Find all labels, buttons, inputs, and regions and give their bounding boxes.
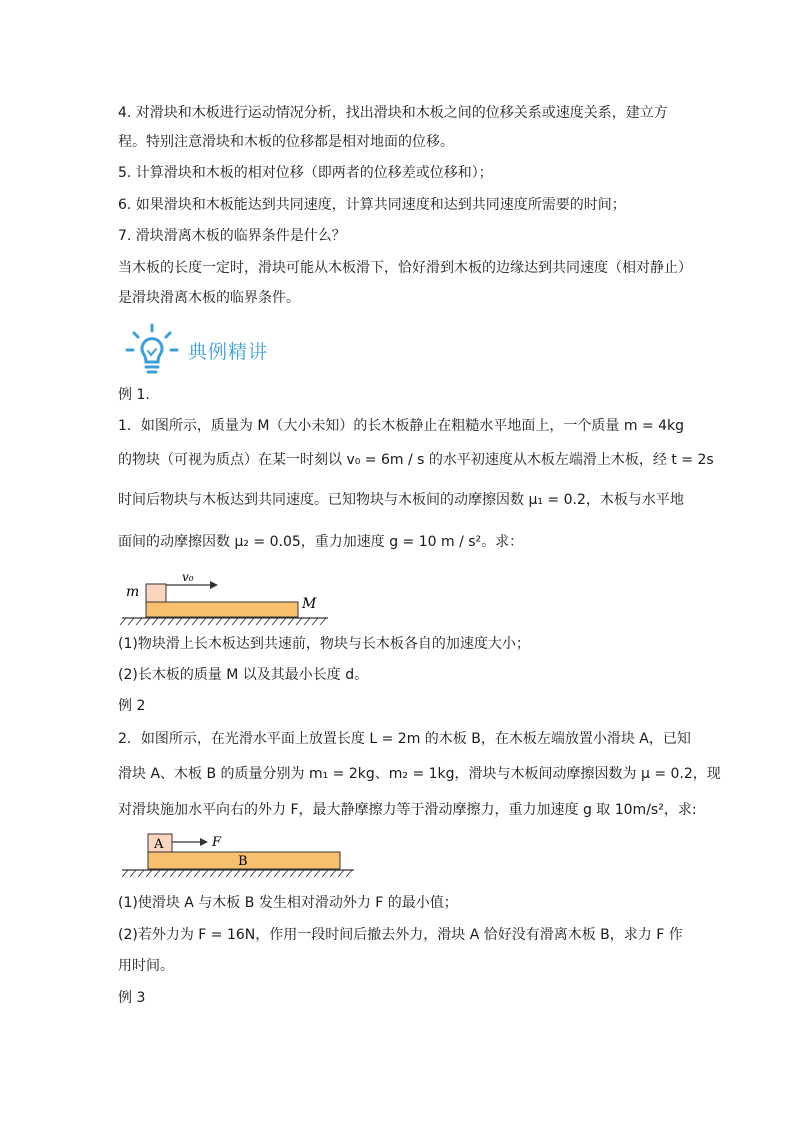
block-mass-label: m bbox=[126, 584, 140, 600]
problem-text: 面间的动摩擦因数 μ₂ = 0.05，重力加速度 g = 10 m / s²。求： bbox=[118, 534, 524, 550]
block-a-label: A bbox=[154, 837, 164, 852]
problem-text: 滑块 A、木板 B 的质量分别为 m₁ = 2kg、m₂ = 1kg，滑块与木板间动摩擦因数为 μ = 0.2，现 bbox=[118, 766, 721, 782]
section-header bbox=[118, 323, 678, 379]
paragraph: 4. 对滑块和木板进行运动情况分析，找出滑块和木板之间的位移关系或速度关系，建立方 bbox=[118, 105, 668, 121]
problem-text: 时间后物块与木板达到共同速度。已知物块与木板间的动摩擦因数 μ₁ = 0.2，木板与水平地 bbox=[118, 492, 684, 508]
question-text: (2)若外力为 F = 16N，作用一段时间后撤去外力，滑块 A 恰好没有滑离木板 B，求力 F 作 bbox=[118, 927, 683, 943]
force-arrowhead bbox=[200, 838, 208, 846]
paragraph: 程。特别注意滑块和木板的位移都是相对地面的位移。 bbox=[118, 134, 454, 150]
ground-hatch bbox=[120, 618, 326, 625]
board-b-label: B bbox=[238, 854, 248, 869]
force-label: F bbox=[212, 835, 222, 850]
velocity-arrowhead bbox=[210, 581, 218, 589]
example-label: 例 1. bbox=[118, 387, 150, 403]
example-label: 例 3 bbox=[118, 990, 146, 1006]
board-mass-label: M bbox=[302, 596, 317, 612]
question-text: 用时间。 bbox=[118, 958, 174, 974]
paragraph: 7. 滑块滑离木板的临界条件是什么？ bbox=[118, 228, 346, 244]
paragraph: 6. 如果滑块和木板能达到共同速度，计算共同速度和达到共同速度所需要的时间； bbox=[118, 197, 626, 213]
long-board bbox=[146, 602, 298, 617]
question-text: (1)使滑块 A 与木板 B 发生相对滑动外力 F 的最小值； bbox=[118, 895, 458, 911]
question-text: (1)物块滑上长木板达到共速前，物块与长木板各自的加速度大小； bbox=[118, 636, 530, 652]
example-label: 例 2 bbox=[118, 698, 146, 714]
problem-text: 的物块（可视为质点）在某一时刻以 v₀ = 6m / s 的水平初速度从木板左端滑上木板，经 t = 2s bbox=[118, 452, 714, 468]
small-block bbox=[146, 584, 166, 602]
problem-text: 1．如图所示，质量为 M（大小未知）的长木板静止在粗糙水平地面上，一个质量 m = 4kg bbox=[118, 418, 685, 434]
paragraph: 5. 计算滑块和木板的相对位移（即两者的位移差或位移和）； bbox=[118, 165, 493, 181]
paragraph: 当木板的长度一定时，滑块可能从木板滑下，恰好滑到木板的边缘达到共同速度（相对静止） bbox=[118, 260, 692, 276]
question-text: (2)长木板的质量 M 以及其最小长度 d。 bbox=[118, 667, 369, 683]
block-board-diagram-1 bbox=[118, 570, 338, 630]
problem-text: 对滑块施加水平向右的外力 F，最大静摩擦力等于滑动摩擦力，重力加速度 g 取 10m/s²，求: bbox=[118, 802, 697, 818]
block-board-diagram-2 bbox=[118, 830, 358, 888]
problem-text: 2．如图所示，在光滑水平面上放置长度 L = 2m 的木板 B，在木板左端放置小滑块 A，已知 bbox=[118, 731, 691, 747]
lightbulb-icon bbox=[124, 323, 180, 379]
section-title: 典例精讲 bbox=[188, 341, 269, 363]
paragraph: 是滑块滑离木板的临界条件。 bbox=[118, 290, 300, 306]
ground-hatch bbox=[122, 870, 352, 877]
velocity-label: v₀ bbox=[182, 570, 194, 584]
